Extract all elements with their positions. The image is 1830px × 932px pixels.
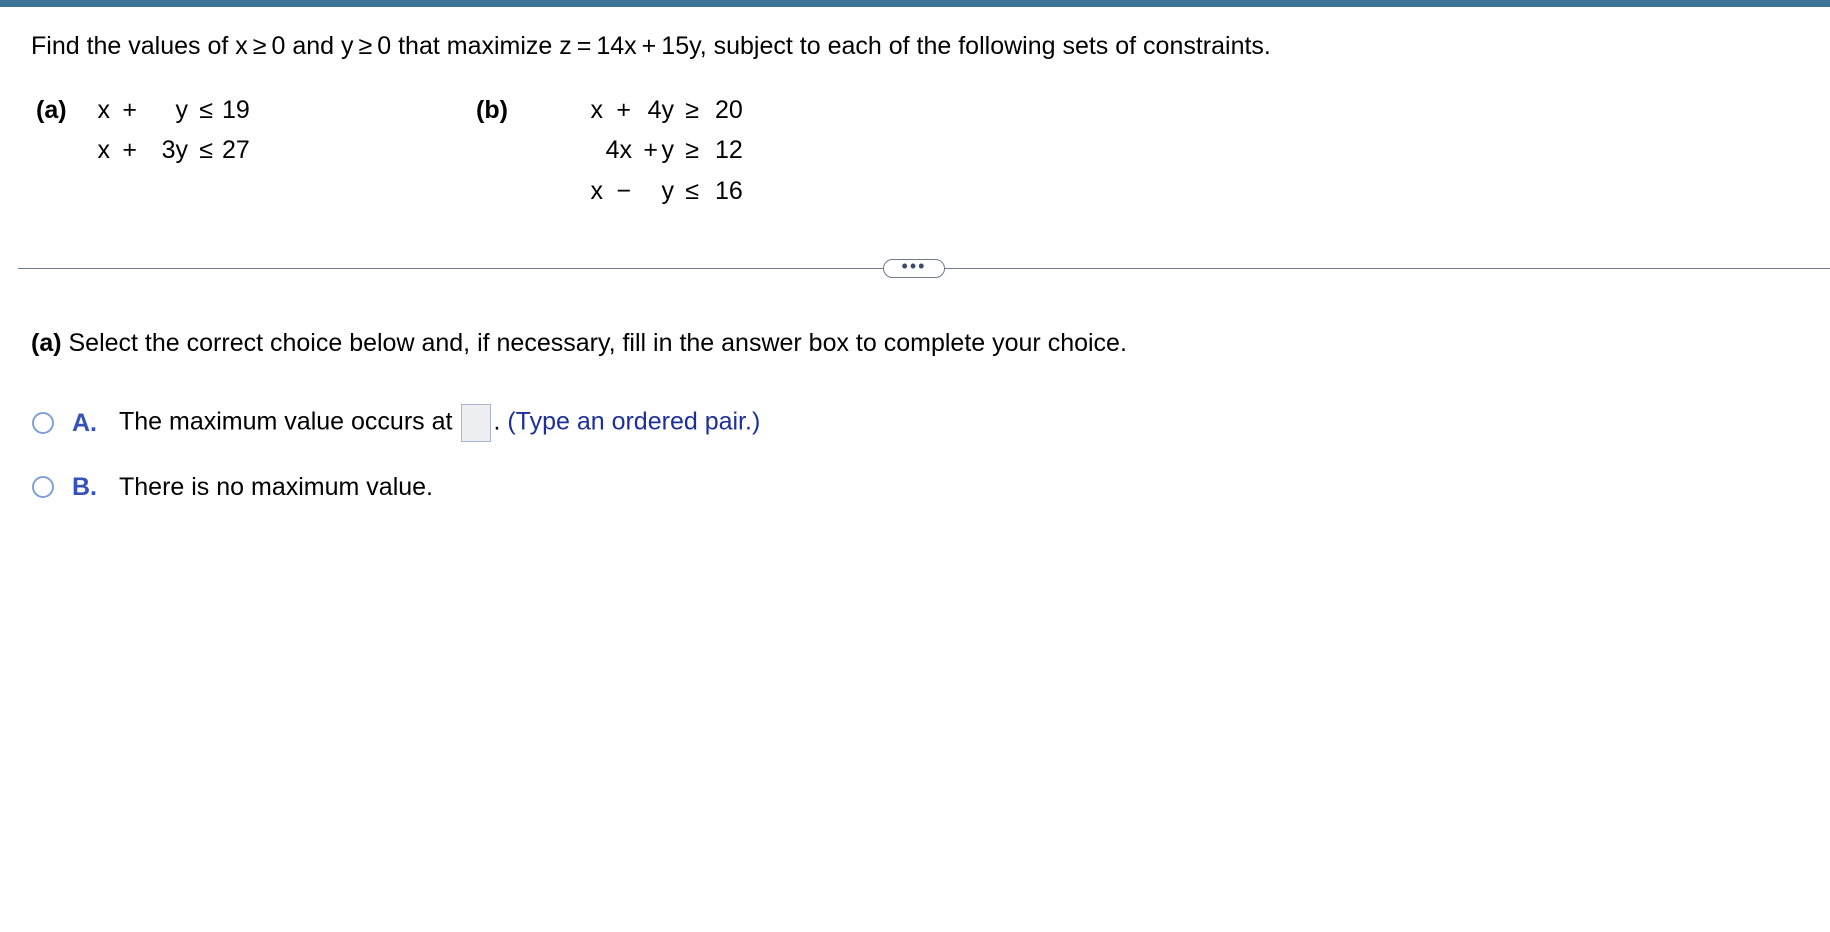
choice-a-period: . <box>493 407 501 436</box>
term: x <box>97 96 110 124</box>
constraint-a-2 <box>0 134 300 166</box>
term: 4y <box>647 96 674 124</box>
term: y <box>661 136 674 164</box>
term: 4x <box>605 136 632 164</box>
answer-box[interactable] <box>461 404 491 442</box>
term: y <box>661 177 674 205</box>
rhs: 20 <box>715 96 743 124</box>
sub-question-label: (a) <box>31 329 62 357</box>
operator: − <box>616 177 631 205</box>
choice-a-radio[interactable] <box>32 412 54 434</box>
term: x <box>590 177 603 205</box>
expand-button[interactable] <box>883 255 945 278</box>
sub-question <box>31 327 1127 359</box>
constraint-b-1 <box>500 94 800 126</box>
sub-question-text: Select the correct choice below and, if necessary, fill in the answer box to complete your choice. <box>61 329 1127 357</box>
choice-a[interactable] <box>32 405 761 441</box>
relation: ≤ <box>199 96 213 124</box>
operator: + <box>643 136 658 164</box>
rhs: 16 <box>715 177 743 205</box>
question-text: Find the values of x ≥ 0 and y ≥ 0 that maximize z = 14x + 15y, subject to each of the following sets of constraints. <box>31 32 1271 60</box>
constraint-b-2 <box>500 134 800 166</box>
rhs: 12 <box>715 136 743 164</box>
term: 3y <box>161 136 188 164</box>
relation: ≥ <box>685 136 699 164</box>
operator: + <box>122 136 137 164</box>
constraint-b-3 <box>500 175 800 207</box>
constraint-a-1 <box>0 94 300 126</box>
choice-b-letter: B. <box>72 472 97 501</box>
rhs: 27 <box>222 136 250 164</box>
choice-a-hint: (Type an ordered pair.) <box>507 407 761 436</box>
rhs: 19 <box>222 96 250 124</box>
choice-a-letter: A. <box>72 408 97 437</box>
operator: + <box>122 96 137 124</box>
choice-b[interactable] <box>32 469 434 505</box>
term: x <box>97 136 110 164</box>
choice-b-radio[interactable] <box>32 476 54 498</box>
choice-a-text-before: The maximum value occurs at <box>119 407 453 436</box>
relation: ≤ <box>685 177 699 205</box>
operator: + <box>616 96 631 124</box>
part-a-label: (a) <box>36 96 67 124</box>
term: y <box>175 96 188 124</box>
top-bar <box>0 0 1830 7</box>
choice-a-text <box>119 404 760 442</box>
part-b-label: (b) <box>476 96 508 124</box>
choice-b-text: There is no maximum value. <box>119 472 434 501</box>
more-icon: ••• <box>901 255 927 276</box>
term: x <box>590 96 603 124</box>
relation: ≥ <box>685 96 699 124</box>
relation: ≤ <box>199 136 213 164</box>
